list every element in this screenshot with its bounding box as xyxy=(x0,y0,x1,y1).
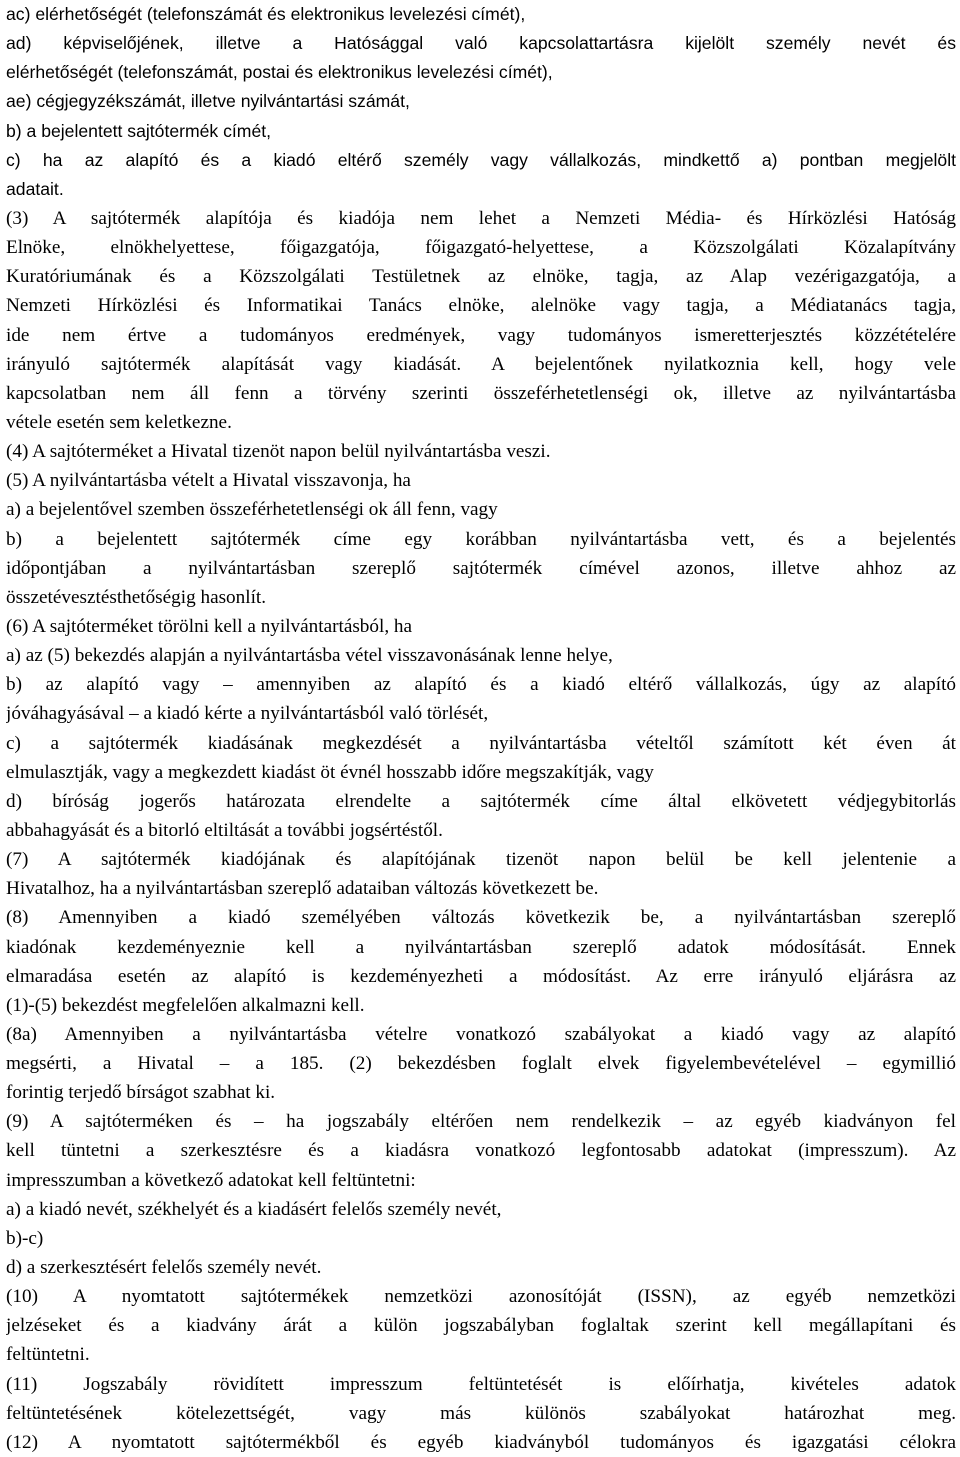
text-line: (7) A sajtótermék kiadójának és alapítójának tizenöt napon belül be kell jelentenie a xyxy=(6,849,956,871)
text-line: vétele esetén sem keletkezne. xyxy=(6,411,232,433)
text-line: abbahagyását és a bitorló eltiltását a további jogsértéstől. xyxy=(6,819,443,841)
text-line: elérhetőségét (telefonszámát, postai és elektronikus levelezési címét), xyxy=(6,62,553,83)
text-line: Elnöke, elnökhelyettese, főigazgatója, főigazgató-helyettese, a Közszolgálati Közalapítvány xyxy=(6,237,956,259)
text-line: kapcsolatban nem áll fenn a törvény szerinti összeférhetetlenségi ok, illetve az nyilvántartásba xyxy=(6,382,956,404)
text-line: ide nem értve a tudományos eredmények, vagy tudományos ismeretterjesztés közzétételére xyxy=(6,324,956,346)
text-line: forintig terjedő bírságot szabhat ki. xyxy=(6,1082,276,1104)
text-line: Kuratóriumának és a Közszolgálati Testületnek az elnöke, tagja, az Alap vezérigazgatója, a xyxy=(6,266,956,288)
text-line: Hivatalhoz, ha a nyilvántartásban szereplő adataiban változás következett be. xyxy=(6,878,599,900)
text-line: (5) A nyilvántartásba vételt a Hivatal visszavonja, ha xyxy=(6,470,411,492)
text-line: a) az (5) bekezdés alapján a nyilvántartásba vétel visszavonásának lenne helye, xyxy=(6,645,613,667)
document-page xyxy=(6,0,956,1457)
text-line: b) a bejelentett sajtótermék címe egy korábban nyilvántartásba vett, és a bejelentés xyxy=(6,528,956,550)
text-line: (10) A nyomtatott sajtótermékek nemzetközi azonosítóját (ISSN), az egyéb nemzetközi xyxy=(6,1286,956,1308)
text-line: a) a bejelentővel szemben összeférhetetlenségi ok áll fenn, vagy xyxy=(6,499,498,521)
text-line: elmulasztják, vagy a megkezdett kiadást öt évnél hosszabb időre megszakítják, vagy xyxy=(6,761,654,783)
text-line: jóváhagyásával – a kiadó kérte a nyilvántartásból való törlését, xyxy=(6,703,489,725)
text-line: b)-c) xyxy=(6,1227,44,1249)
text-line: jelzéseket és a kiadvány árát a külön jogszabályban foglaltak szerint kell megállapítani és xyxy=(6,1315,956,1337)
text-line: b) a bejelentett sajtótermék címét, xyxy=(6,120,272,141)
text-line: impresszumban a következő adatokat kell feltüntetni: xyxy=(6,1169,416,1191)
text-line: a) a kiadó nevét, székhelyét és a kiadásért felelős személy nevét, xyxy=(6,1198,502,1220)
text-line: (8a) Amennyiben a nyilvántartásba vételre vonatkozó szabályokat a kiadó vagy az alapító xyxy=(6,1023,956,1045)
text-line: (12) A nyomtatott sajtótermékből és egyéb kiadványból tudományos és igazgatási célokra xyxy=(6,1431,956,1453)
text-line: ac) elérhetőségét (telefonszámát és elektronikus levelezési címét), xyxy=(6,4,526,24)
text-line: (6) A sajtóterméket törölni kell a nyilvántartásból, ha xyxy=(6,615,413,637)
text-line: d) bíróság jogerős határozata elrendelte a sajtótermék címe által elkövetett védjegybitorlás xyxy=(6,790,956,812)
text-line: kiadónak kezdeményeznie kell a nyilvántartásban szereplő adatok módosítását. Ennek xyxy=(6,936,956,958)
text-line: összetévesztésthetőségig hasonlít. xyxy=(6,586,267,608)
text-line: megsérti, a Hivatal – a 185. (2) bekezdésben foglalt elvek figyelembevételével – egymillió xyxy=(6,1053,956,1075)
text-line: adatait. xyxy=(6,178,64,199)
text-line: feltüntetni. xyxy=(6,1344,90,1366)
text-line: (1)-(5) bekezdést megfelelően alkalmazni kell. xyxy=(6,994,365,1016)
text-line: (9) A sajtóterméken és – ha jogszabály eltérően nem rendelkezik – az egyéb kiadványon fel xyxy=(6,1111,956,1133)
text-line: feltüntetésének kötelezettségét, vagy más különös szabályokat határozhat meg. xyxy=(6,1402,956,1424)
text-line: Nemzeti Hírközlési és Informatikai Tanács elnöke, alelnöke vagy tagja, a Médiatanács tagja, xyxy=(6,295,956,317)
text-line: ad) képviselőjének, illetve a Hatósággal való kapcsolattartásra kijelölt személy nevét és xyxy=(6,33,956,54)
text-line: időpontjában a nyilvántartásban szereplő sajtótermék címével azonos, illetve ahhoz az xyxy=(6,557,956,579)
text-line: irányuló sajtótermék alapítását vagy kiadását. A bejelentőnek nyilatkoznia kell, hogy vele xyxy=(6,353,956,375)
text-line: (11) Jogszabály rövidített impresszum feltüntetését is előírhatja, kivételes adatok xyxy=(6,1373,956,1395)
text-line: d) a szerkesztésért felelős személy nevét. xyxy=(6,1257,322,1279)
text-line: elmaradása esetén az alapító is kezdeményezheti a módosítást. Az erre irányuló eljárásra az xyxy=(6,965,956,987)
text-line: c) ha az alapító és a kiadó eltérő személy vagy vállalkozás, mindkettő a) pontban megjelölt xyxy=(6,149,956,170)
text-line: b) az alapító vagy – amennyiben az alapító és a kiadó eltérő vállalkozás, úgy az alapító xyxy=(6,674,956,696)
text-line: ae) cégjegyzékszámát, illetve nyilvántartási számát, xyxy=(6,91,410,112)
text-line: c) a sajtótermék kiadásának megkezdését a nyilvántartásba vételtől számított két éven át xyxy=(6,732,956,754)
text-line: (4) A sajtóterméket a Hivatal tizenöt napon belül nyilvántartásba veszi. xyxy=(6,441,551,463)
text-line: (3) A sajtótermék alapítója és kiadója nem lehet a Nemzeti Média- és Hírközlési Hatóság xyxy=(6,207,956,229)
text-line: kell tüntetni a szerkesztésre és a kiadásra vonatkozó legfontosabb adatokat (impresszum). Az xyxy=(6,1140,956,1162)
text-line: (8) Amennyiben a kiadó személyében változás következik be, a nyilvántartásban szereplő xyxy=(6,907,956,929)
